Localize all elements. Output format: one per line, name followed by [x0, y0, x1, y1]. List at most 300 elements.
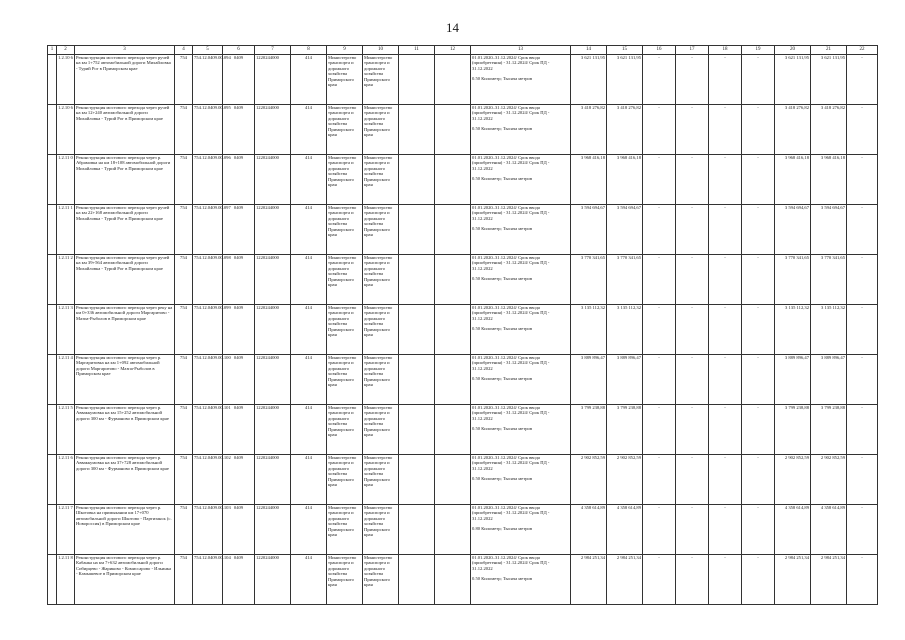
- cell-id: 1.2.10 6: [57, 55, 75, 105]
- cell-col7: 1220244000: [255, 355, 291, 405]
- cell-col12: [435, 105, 471, 155]
- cell-col7: 1220244000: [255, 555, 291, 605]
- cell-col13-capacity: 0.80 Километр; Тысяча метров: [472, 526, 533, 532]
- cell-col17: -: [676, 155, 709, 205]
- cell-col11: [399, 455, 435, 505]
- cell-col10: Министерство транспорта и дорожного хозяйства Приморского края: [363, 105, 399, 155]
- table-row: [48, 205, 878, 255]
- cell-col19: -: [742, 505, 775, 555]
- cell-id: 1.2.11 2: [57, 255, 75, 305]
- cell-col1: [48, 305, 57, 355]
- cell-col17: -: [676, 505, 709, 555]
- cell-col11: [399, 55, 435, 105]
- column-header-5: 5: [193, 46, 223, 55]
- cell-col13-capacity: 0.50 Километр; Тысяча метров: [472, 276, 533, 282]
- cell-col13: [471, 405, 571, 455]
- cell-description: Реконструкция мостового перехода через р. Авваккумовка на км 15+252 автомобильной дороги 300 км - Фурманово в Приморском крае: [75, 405, 175, 455]
- cell-col8: 414: [291, 505, 327, 555]
- cell-col20: 2 984 251,34: [775, 555, 811, 605]
- cell-col12: [435, 355, 471, 405]
- cell-col19: -: [742, 55, 775, 105]
- cell-col18: -: [709, 55, 742, 105]
- column-header-14: 14: [571, 46, 607, 55]
- cell-col15: 3 799 238,88: [607, 405, 643, 455]
- cell-col13-dates: 01.01.2020–31.12.2024/ Срок ввода (приобретения) - 31.12.2024/ Срок ПД - 31.12.2022: [472, 455, 550, 471]
- cell-col20: 3 621 131,95: [775, 55, 811, 105]
- cell-col10: Министерство транспорта и дорожного хозяйства Приморского края: [363, 505, 399, 555]
- column-header-21: 21: [811, 46, 847, 55]
- column-header-18: 18: [709, 46, 742, 55]
- cell-col13-dates: 01.01.2020–31.12.2024/ Срок ввода (приобретения) - 31.12.2024/ Срок ПД - 31.12.2022: [472, 355, 550, 371]
- cell-col13-capacity: 0.50 Километр; Тысяча метров: [472, 76, 533, 82]
- cell-col4: 754: [175, 205, 193, 255]
- cell-col9: Министерство транспорта и дорожного хозяйства Приморского края: [327, 405, 363, 455]
- cell-col1: [48, 255, 57, 305]
- cell-col14: 3 770 341,65: [571, 255, 607, 305]
- cell-col16: -: [643, 305, 676, 355]
- table-row: [48, 55, 878, 105]
- cell-col8: 414: [291, 405, 327, 455]
- cell-col17: -: [676, 405, 709, 455]
- cell-col19: -: [742, 555, 775, 605]
- cell-col11: [399, 405, 435, 455]
- cell-col1: [48, 355, 57, 405]
- cell-col16: -: [643, 155, 676, 205]
- cell-col5: 754.12.0409.00.100: [193, 355, 223, 405]
- cell-col13: [471, 105, 571, 155]
- cell-col10: Министерство транспорта и дорожного хозяйства Приморского края: [363, 155, 399, 205]
- cell-description: Реконструкция мостового перехода через ручей на км 12+240 автомобильной дороги Михайловка - Турий Рог в Приморском крае: [75, 105, 175, 155]
- column-header-1: 1: [48, 46, 57, 55]
- cell-col20: 3 799 238,88: [775, 405, 811, 455]
- column-header-10: 10: [363, 46, 399, 55]
- cell-col21: 3 621 131,95: [811, 55, 847, 105]
- cell-col13: [471, 505, 571, 555]
- table-row: [48, 455, 878, 505]
- cell-col8: 414: [291, 205, 327, 255]
- cell-col13-capacity: 0.50 Километр; Тысяча метров: [472, 576, 533, 582]
- cell-col6: 0409: [223, 205, 255, 255]
- cell-col20: 3 418 276,82: [775, 105, 811, 155]
- cell-id: 1.2.11 8: [57, 555, 75, 605]
- cell-col15: 3 418 276,82: [607, 105, 643, 155]
- cell-col13: [471, 155, 571, 205]
- column-header-6: 6: [223, 46, 255, 55]
- cell-col18: -: [709, 255, 742, 305]
- cell-col4: 754: [175, 555, 193, 605]
- cell-col16: -: [643, 55, 676, 105]
- cell-col19: -: [742, 105, 775, 155]
- table-row: [48, 255, 878, 305]
- column-header-8: 8: [291, 46, 327, 55]
- cell-col20: 4 358 614,89: [775, 505, 811, 555]
- cell-id: 1.2.11 7: [57, 505, 75, 555]
- cell-col10: Министерство транспорта и дорожного хозяйства Приморского края: [363, 355, 399, 405]
- cell-id: 1.2.11 1: [57, 205, 75, 255]
- cell-col11: [399, 505, 435, 555]
- cell-col17: -: [676, 555, 709, 605]
- investment-table: [47, 45, 878, 605]
- cell-col19: -: [742, 455, 775, 505]
- cell-col15: 3 968 416,18: [607, 155, 643, 205]
- cell-description: Реконструкция мостового перехода через реку на км 0+336 автомобильной дороги Маргаритово - Мазпа-Рыболов в Приморском крае: [75, 305, 175, 355]
- column-header-22: 22: [847, 46, 878, 55]
- cell-col7: 1220244000: [255, 205, 291, 255]
- cell-col1: [48, 405, 57, 455]
- cell-col5: 754.12.0409.00.104: [193, 555, 223, 605]
- cell-description: Реконструкция мостового перехода через р. Авваккумовка на км 37+728 автомобильной дороги 300 км - Фурманово в Приморском крае: [75, 455, 175, 505]
- cell-col7: 1220244000: [255, 55, 291, 105]
- cell-col6: 0409: [223, 555, 255, 605]
- cell-description: Реконструкция мостового перехода через ручей на км 1+752 автомобильной дороги Михайловка - Турий Рог в Приморском крае: [75, 55, 175, 105]
- cell-id: 1.2.11 5: [57, 405, 75, 455]
- cell-col22: -: [847, 205, 878, 255]
- cell-col21: 3 799 238,88: [811, 405, 847, 455]
- cell-col9: Министерство транспорта и дорожного хозяйства Приморского края: [327, 555, 363, 605]
- cell-col5: 754.12.0409.00.101: [193, 405, 223, 455]
- table-row: [48, 355, 878, 405]
- cell-id: 1.2.11 4: [57, 355, 75, 405]
- cell-col16: -: [643, 505, 676, 555]
- cell-col22: -: [847, 505, 878, 555]
- cell-col11: [399, 205, 435, 255]
- cell-col7: 1220244000: [255, 455, 291, 505]
- cell-col5: 754.12.0409.00.103: [193, 505, 223, 555]
- cell-col13-dates: 01.01.2020–31.12.2024/ Срок ввода (приобретения) - 31.12.2024/ Срок ПД - 31.12.2022: [472, 505, 550, 521]
- cell-col13: [471, 305, 571, 355]
- cell-col13-dates: 01.01.2020–31.12.2024/ Срок ввода (приобретения) - 31.12.2024/ Срок ПД - 31.12.2022: [472, 105, 550, 121]
- cell-col1: [48, 205, 57, 255]
- cell-col14: 2 902 852,59: [571, 455, 607, 505]
- cell-col17: -: [676, 55, 709, 105]
- column-header-12: 12: [435, 46, 471, 55]
- cell-col1: [48, 55, 57, 105]
- table-row: [48, 555, 878, 605]
- cell-col6: 0409: [223, 355, 255, 405]
- cell-col7: 1220244000: [255, 405, 291, 455]
- cell-col11: [399, 355, 435, 405]
- cell-col5: 754.12.0409.00.096: [193, 155, 223, 205]
- cell-col4: 754: [175, 305, 193, 355]
- cell-col7: 1220244000: [255, 505, 291, 555]
- cell-col20: 3 968 416,18: [775, 155, 811, 205]
- cell-col12: [435, 255, 471, 305]
- cell-col19: -: [742, 405, 775, 455]
- cell-col20: 2 902 852,59: [775, 455, 811, 505]
- cell-col14: 3 135 112,32: [571, 305, 607, 355]
- cell-col11: [399, 305, 435, 355]
- column-header-17: 17: [676, 46, 709, 55]
- cell-description: Реконструкция мостового перехода через ручей на км 39+564 автомобильной дороги Михайловка - Турий Рог в Приморском крае: [75, 255, 175, 305]
- cell-col22: -: [847, 305, 878, 355]
- cell-col12: [435, 405, 471, 455]
- cell-col4: 754: [175, 355, 193, 405]
- column-header-11: 11: [399, 46, 435, 55]
- cell-col20: 3 135 112,32: [775, 305, 811, 355]
- cell-col13-dates: 01.01.2020–31.12.2024/ Срок ввода (приобретения) - 31.12.2024/ Срок ПД - 31.12.2022: [472, 255, 550, 271]
- cell-col15: 3 135 112,32: [607, 305, 643, 355]
- cell-col10: Министерство транспорта и дорожного хозяйства Приморского края: [363, 455, 399, 505]
- cell-col5: 754.12.0409.00.098: [193, 255, 223, 305]
- cell-col18: -: [709, 455, 742, 505]
- cell-col7: 1220244000: [255, 155, 291, 205]
- cell-col4: 754: [175, 155, 193, 205]
- cell-col16: -: [643, 455, 676, 505]
- cell-id: 1.2.10 6: [57, 105, 75, 155]
- column-header-4: 4: [175, 46, 193, 55]
- cell-col13-capacity: 0.50 Километр; Тысяча метров: [472, 376, 533, 382]
- cell-col18: -: [709, 355, 742, 405]
- cell-description: Реконструкция мостового перехода через ручей на км 22+168 автомобильной дороги Михайловка - Турий Рог в Приморском крае: [75, 205, 175, 255]
- cell-col9: Министерство транспорта и дорожного хозяйства Приморского края: [327, 305, 363, 355]
- column-header-15: 15: [607, 46, 643, 55]
- cell-col21: 3 418 276,82: [811, 105, 847, 155]
- column-header-16: 16: [643, 46, 676, 55]
- table-row: [48, 405, 878, 455]
- table-row: [48, 155, 878, 205]
- cell-col9: Министерство транспорта и дорожного хозяйства Приморского края: [327, 155, 363, 205]
- cell-col9: Министерство транспорта и дорожного хозяйства Приморского края: [327, 355, 363, 405]
- column-header-2: 2: [57, 46, 75, 55]
- cell-col8: 414: [291, 355, 327, 405]
- cell-col6: 0409: [223, 55, 255, 105]
- cell-col8: 414: [291, 155, 327, 205]
- cell-col13-capacity: 0.50 Километр; Тысяча метров: [472, 476, 533, 482]
- cell-col13-capacity: 0.50 Километр; Тысяча метров: [472, 176, 533, 182]
- cell-col13: [471, 455, 571, 505]
- cell-col6: 0409: [223, 155, 255, 205]
- cell-col12: [435, 55, 471, 105]
- cell-col14: 3 889 896,47: [571, 355, 607, 405]
- cell-col6: 0409: [223, 255, 255, 305]
- cell-col8: 414: [291, 105, 327, 155]
- cell-col11: [399, 105, 435, 155]
- cell-col13: [471, 205, 571, 255]
- cell-col15: 4 358 614,89: [607, 505, 643, 555]
- cell-col22: -: [847, 555, 878, 605]
- cell-col10: Министерство транспорта и дорожного хозяйства Приморского края: [363, 55, 399, 105]
- cell-col13-capacity: 0.50 Километр; Тысяча метров: [472, 326, 533, 332]
- cell-col16: -: [643, 105, 676, 155]
- cell-col18: -: [709, 205, 742, 255]
- cell-col13-capacity: 0.50 Километр; Тысяча метров: [472, 226, 533, 232]
- cell-col18: -: [709, 155, 742, 205]
- cell-col17: -: [676, 205, 709, 255]
- cell-col20: 3 889 896,47: [775, 355, 811, 405]
- cell-col15: 3 621 131,95: [607, 55, 643, 105]
- cell-col10: Министерство транспорта и дорожного хозяйства Приморского края: [363, 405, 399, 455]
- cell-col4: 754: [175, 105, 193, 155]
- cell-col8: 414: [291, 55, 327, 105]
- cell-col12: [435, 455, 471, 505]
- cell-col1: [48, 505, 57, 555]
- cell-description: Реконструкция мостового перехода через р. Маргаритовка на км 1+092 автомобильной дороги Маргаритово - Мазпа-Рыболов в Приморском крае: [75, 355, 175, 405]
- cell-col18: -: [709, 505, 742, 555]
- cell-col21: 2 984 251,34: [811, 555, 847, 605]
- page-number: 14: [446, 20, 459, 35]
- cell-col9: Министерство транспорта и дорожного хозяйства Приморского края: [327, 205, 363, 255]
- cell-col22: -: [847, 405, 878, 455]
- cell-col9: Министерство транспорта и дорожного хозяйства Приморского края: [327, 105, 363, 155]
- cell-id: 1.2.11 6: [57, 455, 75, 505]
- cell-col22: -: [847, 155, 878, 205]
- cell-col6: 0409: [223, 105, 255, 155]
- column-header-7: 7: [255, 46, 291, 55]
- cell-col20: 3 770 341,65: [775, 255, 811, 305]
- cell-col4: 754: [175, 255, 193, 305]
- cell-col15: 2 984 251,34: [607, 555, 643, 605]
- cell-col8: 414: [291, 305, 327, 355]
- cell-col21: 3 594 694,67: [811, 205, 847, 255]
- cell-description: Реконструкция мостового перехода через р. Кабанка на км 7+632 автомобильной дороги Сибирцево - Жариково - Комиссарово - Ильинка - Камышевое в Приморском крае: [75, 555, 175, 605]
- cell-col6: 0409: [223, 305, 255, 355]
- cell-col17: -: [676, 255, 709, 305]
- cell-col21: 3 770 341,65: [811, 255, 847, 305]
- cell-col17: -: [676, 305, 709, 355]
- cell-col13-dates: 01.01.2020–31.12.2024/ Срок ввода (приобретения) - 31.12.2024/ Срок ПД - 31.12.2022: [472, 305, 550, 321]
- cell-col18: -: [709, 405, 742, 455]
- cell-col4: 754: [175, 455, 193, 505]
- cell-col13-dates: 01.01.2020–31.12.2024/ Срок ввода (приобретения) - 31.12.2024/ Срок ПД - 31.12.2022: [472, 555, 550, 571]
- cell-col15: 3 770 341,65: [607, 255, 643, 305]
- cell-col18: -: [709, 105, 742, 155]
- cell-col22: -: [847, 105, 878, 155]
- cell-col10: Министерство транспорта и дорожного хозяйства Приморского края: [363, 205, 399, 255]
- cell-col5: 754.12.0409.00.095: [193, 105, 223, 155]
- cell-col14: 3 418 276,82: [571, 105, 607, 155]
- cell-col14: 2 984 251,34: [571, 555, 607, 605]
- cell-col13: [471, 555, 571, 605]
- cell-col12: [435, 555, 471, 605]
- header-row: [48, 46, 878, 55]
- cell-col6: 0409: [223, 455, 255, 505]
- cell-col9: Министерство транспорта и дорожного хозяйства Приморского края: [327, 255, 363, 305]
- cell-col13-dates: 01.01.2020–31.12.2024/ Срок ввода (приобретения) - 31.12.2024/ Срок ПД - 31.12.2022: [472, 155, 550, 171]
- table-row: [48, 105, 878, 155]
- cell-col6: 0409: [223, 505, 255, 555]
- cell-col9: Министерство транспорта и дорожного хозяйства Приморского края: [327, 55, 363, 105]
- cell-col13-dates: 01.01.2020–31.12.2024/ Срок ввода (приобретения) - 31.12.2024/ Срок ПД - 31.12.2022: [472, 205, 550, 221]
- cell-col1: [48, 105, 57, 155]
- cell-col16: -: [643, 555, 676, 605]
- cell-col14: 3 594 694,67: [571, 205, 607, 255]
- column-header-3: 3: [75, 46, 175, 55]
- cell-col15: 2 902 852,59: [607, 455, 643, 505]
- cell-id: 1.2.11 0: [57, 155, 75, 205]
- cell-col8: 414: [291, 555, 327, 605]
- cell-col18: -: [709, 555, 742, 605]
- cell-col13: [471, 55, 571, 105]
- table-row: [48, 305, 878, 355]
- cell-col8: 414: [291, 455, 327, 505]
- cell-col14: 4 358 614,89: [571, 505, 607, 555]
- cell-col14: 3 968 416,18: [571, 155, 607, 205]
- cell-col21: 2 902 852,59: [811, 455, 847, 505]
- cell-col19: -: [742, 205, 775, 255]
- cell-col13: [471, 355, 571, 405]
- cell-id: 1.2.11 3: [57, 305, 75, 355]
- cell-col10: Министерство транспорта и дорожного хозяйства Приморского края: [363, 255, 399, 305]
- cell-col19: -: [742, 355, 775, 405]
- column-header-19: 19: [742, 46, 775, 55]
- cell-col16: -: [643, 405, 676, 455]
- cell-col22: -: [847, 55, 878, 105]
- cell-col21: 3 135 112,32: [811, 305, 847, 355]
- cell-col9: Министерство транспорта и дорожного хозяйства Приморского края: [327, 505, 363, 555]
- cell-col5: 754.12.0409.00.102: [193, 455, 223, 505]
- cell-col11: [399, 555, 435, 605]
- cell-col17: -: [676, 105, 709, 155]
- cell-col13-capacity: 0.50 Километр; Тысяча метров: [472, 126, 533, 132]
- cell-col11: [399, 255, 435, 305]
- cell-col4: 754: [175, 405, 193, 455]
- cell-col4: 754: [175, 55, 193, 105]
- cell-col12: [435, 505, 471, 555]
- cell-col1: [48, 555, 57, 605]
- cell-col21: 3 889 896,47: [811, 355, 847, 405]
- cell-col7: 1220244000: [255, 255, 291, 305]
- cell-col15: 3 594 694,67: [607, 205, 643, 255]
- cell-col7: 1220244000: [255, 105, 291, 155]
- cell-col7: 1220244000: [255, 305, 291, 355]
- cell-col19: -: [742, 255, 775, 305]
- cell-description: Реконструкция мостового перехода через р. Шкотовка на примыкании км 17+070 автомобильной дороги Шкотово - Партизанск (с. Новороссия) в Приморском крае: [75, 505, 175, 555]
- cell-col14: 3 621 131,95: [571, 55, 607, 105]
- cell-col17: -: [676, 355, 709, 405]
- cell-col21: 4 358 614,89: [811, 505, 847, 555]
- cell-col13-dates: 01.01.2020–31.12.2024/ Срок ввода (приобретения) - 31.12.2024/ Срок ПД - 31.12.2022: [472, 405, 550, 421]
- cell-description: Реконструкция мостового перехода через р. Абрамовка на км 18+108 автомобильной дороги Михайловка - Турий Рог в Приморском крае: [75, 155, 175, 205]
- cell-col16: -: [643, 205, 676, 255]
- column-header-20: 20: [775, 46, 811, 55]
- cell-col16: -: [643, 355, 676, 405]
- cell-col17: -: [676, 455, 709, 505]
- cell-col10: Министерство транспорта и дорожного хозяйства Приморского края: [363, 555, 399, 605]
- cell-col4: 754: [175, 505, 193, 555]
- table-row: [48, 505, 878, 555]
- cell-col11: [399, 155, 435, 205]
- cell-col12: [435, 305, 471, 355]
- cell-col12: [435, 205, 471, 255]
- cell-col19: -: [742, 305, 775, 355]
- cell-col8: 414: [291, 255, 327, 305]
- cell-col10: Министерство транспорта и дорожного хозяйства Приморского края: [363, 305, 399, 355]
- cell-col21: 3 968 416,18: [811, 155, 847, 205]
- cell-col15: 3 889 896,47: [607, 355, 643, 405]
- column-header-9: 9: [327, 46, 363, 55]
- cell-col1: [48, 155, 57, 205]
- cell-col6: 0409: [223, 405, 255, 455]
- cell-col22: -: [847, 455, 878, 505]
- cell-col1: [48, 455, 57, 505]
- cell-col16: -: [643, 255, 676, 305]
- cell-col5: 754.12.0409.00.097: [193, 205, 223, 255]
- cell-col5: 754.12.0409.00.099: [193, 305, 223, 355]
- cell-col14: 3 799 238,88: [571, 405, 607, 455]
- column-header-13: 13: [471, 46, 571, 55]
- cell-col18: -: [709, 305, 742, 355]
- cell-col19: -: [742, 155, 775, 205]
- cell-col22: -: [847, 355, 878, 405]
- cell-col5: 754.12.0409.00.094: [193, 55, 223, 105]
- cell-col9: Министерство транспорта и дорожного хозяйства Приморского края: [327, 455, 363, 505]
- cell-col13: [471, 255, 571, 305]
- cell-col22: -: [847, 255, 878, 305]
- cell-col20: 3 594 694,67: [775, 205, 811, 255]
- cell-col13-capacity: 0.50 Километр; Тысяча метров: [472, 426, 533, 432]
- cell-col12: [435, 155, 471, 205]
- cell-col13-dates: 01.01.2020–31.12.2024/ Срок ввода (приобретения) - 31.12.2024/ Срок ПД - 31.12.2022: [472, 55, 550, 71]
